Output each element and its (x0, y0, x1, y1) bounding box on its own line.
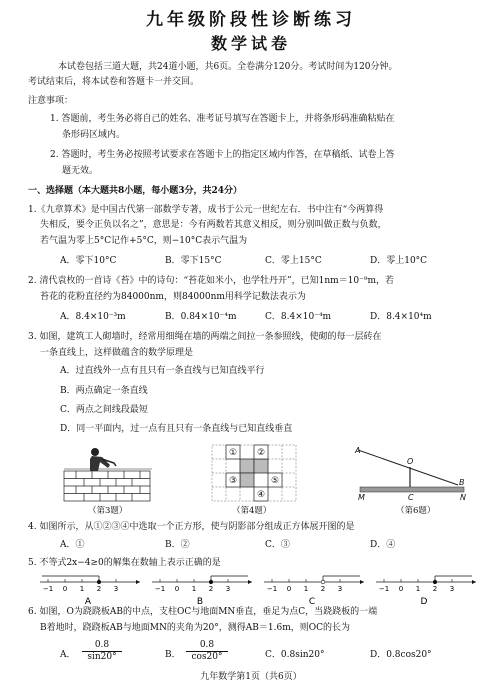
number-line-tick-label: −1 (266, 585, 278, 593)
number-line-tick-label: 2 (432, 585, 438, 593)
number-line-tick-label: 3 (225, 585, 231, 593)
q6-option-c: C．0.8sin20° (265, 650, 325, 660)
q4-option-b: B．② (165, 540, 190, 550)
note-2-line-2: 题无效。 (62, 166, 99, 176)
grid-label-5: ⑤ (270, 476, 280, 486)
q4-line: 4. 如图所示，从①②③④中选取一个正方形，使与阴影部分组成正方体展开图的是 (28, 522, 355, 532)
grid-label-2: ② (256, 448, 266, 458)
intro-line-1: 本试卷包括三道大题，共24道小题，共6页。全卷满分120分。考试时间为120分钟。 (58, 62, 398, 72)
q4-option-c: C．③ (265, 540, 290, 550)
q3-option-c: C．两点之间线段最短 (60, 405, 148, 415)
number-line-tick-label: 2 (320, 585, 326, 593)
q5-option-label: D (420, 597, 428, 606)
q4-option-d: D．④ (370, 540, 396, 550)
q2-line-1: 2. 清代袁枚的一首诗《苔》中的诗句：“苔花如米小，也学牡丹开”，已知1nm＝10⁻⁹m，若 (28, 276, 395, 286)
page-footer: 九年数学第1页（共6页） (200, 672, 302, 682)
figure-3-caption: （第3题） (88, 506, 128, 516)
number-line-tick-label: 1 (303, 585, 309, 593)
number-line-tick-label: 1 (415, 585, 421, 593)
figure-6-caption: （第6题） (396, 506, 436, 516)
number-line-arrow (472, 580, 476, 584)
q6-option-b-label: B． (165, 650, 181, 660)
figure-4-caption: （第4题） (232, 506, 272, 516)
label-o: O (407, 457, 414, 466)
label-b: B (459, 478, 465, 487)
exam-title: 九年级阶段性诊断练习 (146, 10, 356, 30)
grid-label-1: ① (228, 448, 238, 458)
brick-wall-figure (62, 447, 154, 503)
solution-endpoint-dot (97, 580, 101, 584)
section-1-heading: 一、选择题（本大题共8小题，每小题3分，共24分） (28, 186, 243, 196)
label-c: C (408, 493, 414, 502)
number-line-arrow (248, 580, 252, 584)
q2-option-d: D．8.4×10⁴m (370, 312, 432, 322)
q6-line-1: 6. 如图，O为跷跷板AB的中点，支柱OC与地面MN垂直，垂足为点C，当跷跷板的一端 (28, 607, 378, 617)
q1-option-d: D．零上10°C (370, 256, 428, 266)
q1-option-a: A．零下10°C (60, 256, 117, 266)
q2-option-b: B．0.84×10⁻⁴m (165, 312, 237, 322)
q3-line-1: 3. 如图，建筑工人砌墙时，经常用细绳在墙的两端之间拉一条参照线，使砌的每一层砖在 (28, 332, 382, 342)
q5-option-label: A (84, 597, 92, 606)
note-1-line-2: 条形码区域内。 (62, 130, 126, 140)
q6-option-b-fraction (186, 640, 228, 663)
number-lines (36, 572, 486, 606)
q6-frac-b-den: cos20° (191, 651, 223, 662)
number-line-arrow (360, 580, 364, 584)
label-m: M (358, 493, 365, 502)
q2-option-a: A．8.4×10⁻³m (60, 312, 126, 322)
grid-label-3: ③ (228, 476, 238, 486)
q2-option-c: C．8.4×10⁻⁴m (265, 312, 332, 322)
q3-option-a: A．过直线外一点有且只有一条直线与已知直线平行 (60, 366, 265, 376)
label-a: A (355, 446, 361, 455)
q1-line-2: 失相反，要令正负以名之”，意思是：今有两数若其意义相反，则分别叫做正数与负数， (40, 220, 387, 230)
number-line-tick-label: 0 (62, 585, 68, 593)
solution-endpoint-dot (433, 580, 437, 584)
number-line-tick-label: 1 (191, 585, 197, 593)
q5-option-label: C (308, 597, 316, 606)
q6-line-2: B着地时，跷跷板AB与地面MN的夹角为20°，测得AB＝1.6m，则OC的长为 (40, 623, 350, 633)
q5-option-label: B (196, 597, 204, 606)
number-line-arrow (136, 580, 140, 584)
label-n: N (460, 493, 466, 502)
q1-line-3: 若气温为零上5°C记作+5°C，则−10°C表示气温为 (40, 236, 248, 246)
q4-option-a: A．① (60, 540, 85, 550)
number-line-tick-label: 0 (398, 585, 404, 593)
number-line-tick-label: 0 (286, 585, 292, 593)
intro-line-2: 考试结束后，将本试卷和答题卡一并交回。 (28, 77, 200, 87)
number-line-tick-label: 3 (337, 585, 343, 593)
q6-frac-a-num: 0.8 (82, 640, 122, 652)
q1-line-1: 1.《九章算术》是中国古代第一部数学专著，成书于公元一世纪左右．书中注有“今两算得 (28, 205, 384, 215)
exam-subtitle: 数学试卷 (210, 34, 291, 53)
number-line-tick-label: −1 (42, 585, 54, 593)
number-line-tick-label: 1 (79, 585, 85, 593)
notes-title: 注意事项： (28, 96, 74, 106)
number-line-tick-label: 3 (113, 585, 119, 593)
number-line-tick-label: 0 (174, 585, 180, 593)
grid-label-4: ④ (256, 490, 266, 500)
q3-option-d: D．同一平面内，过一点有且只有一条直线与已知直线垂直 (60, 424, 293, 434)
solution-endpoint-dot (209, 580, 213, 584)
note-2-line-1: 2. 答题时，考生务必按照考试要求在答题卡上的指定区域内作答，在草稿纸、试卷上答 (50, 150, 395, 160)
q5-line: 5. 不等式2x−4≥0的解集在数轴上表示正确的是 (28, 558, 221, 568)
q1-option-c: C．零上15°C (265, 256, 322, 266)
q6-frac-a-den: sin20° (87, 651, 117, 662)
number-line-tick-label: 2 (96, 585, 102, 593)
number-line-tick-label: −1 (378, 585, 390, 593)
solution-endpoint-dot (321, 580, 325, 584)
q2-line-2: 苔花的花粉直径约为84000nm，则84000nm用科学记数法表示为 (40, 292, 306, 302)
q3-option-b: B．两点确定一条直线 (60, 386, 148, 396)
q1-option-b: B．零下15°C (165, 256, 222, 266)
q3-line-2: 一条直线上，这样做蕴含的数学原理是 (40, 348, 194, 358)
number-line-tick-label: 2 (208, 585, 214, 593)
number-line-tick-label: −1 (154, 585, 166, 593)
note-1-line-1: 1. 答题前，考生务必将自己的姓名、准考证号填写在答题卡上，并将条形码准确粘贴在 (50, 114, 395, 124)
seesaw-figure (352, 445, 472, 503)
q6-option-a-fraction (82, 640, 122, 663)
q6-option-d: D．0.8cos20° (370, 650, 432, 660)
q6-frac-b-num: 0.8 (186, 640, 228, 652)
cube-net-grid-figure (210, 443, 298, 503)
q6-option-a-label: A． (60, 650, 76, 660)
number-line-tick-label: 3 (449, 585, 455, 593)
